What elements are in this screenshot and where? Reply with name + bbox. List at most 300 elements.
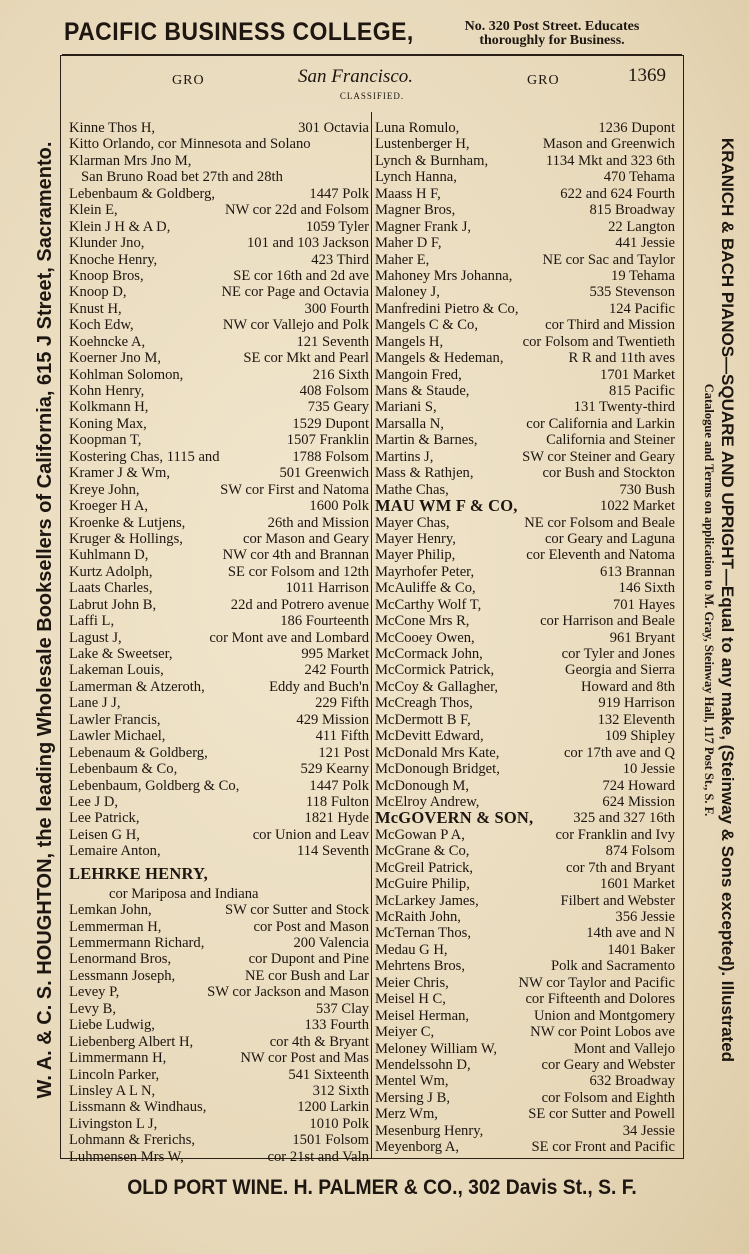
entry-name: Klein E, — [69, 202, 118, 219]
entry-address: 1022 Market — [600, 498, 675, 515]
directory-entry — [375, 1057, 675, 1073]
entry-name: McElroy Andrew, — [375, 793, 480, 810]
directory-entry — [69, 399, 369, 415]
directory-entry — [69, 580, 369, 596]
directory-entry — [375, 679, 675, 695]
entry-address: cor Geary and Webster — [541, 1056, 675, 1073]
entry-address: 730 Bush — [619, 481, 675, 498]
entry-address: 408 Folsom — [299, 383, 369, 399]
entry-name: Lee Patrick, — [69, 810, 140, 827]
directory-entry — [69, 728, 369, 744]
entry-name: Maher E, — [375, 251, 430, 268]
directory-entry — [69, 597, 369, 613]
entry-name: Laffi L, — [69, 613, 115, 630]
directory-entry — [69, 498, 369, 514]
entry-address: 186 Fourteenth — [280, 613, 369, 630]
directory-entry — [375, 745, 675, 761]
entry-name: Klein J H & A D, — [69, 218, 171, 235]
column-divider — [371, 112, 372, 1158]
entry-address: cor Post and Mason — [253, 918, 369, 935]
directory-entry — [375, 810, 675, 826]
directory-entry — [69, 482, 369, 498]
directory-entry — [375, 515, 675, 531]
entry-name: Lissmann & Windhaus, — [69, 1099, 207, 1116]
directory-entry — [69, 679, 369, 695]
entry-name: Kramer J & Wm, — [69, 465, 171, 482]
right-column — [375, 120, 675, 1156]
entry-address: 541 Sixteenth — [288, 1066, 369, 1083]
section-label-right: GRO — [527, 73, 560, 88]
directory-entry — [375, 367, 675, 383]
entry-name: Manfredini Pietro & Co, — [375, 300, 519, 317]
entry-address: 1601 Market — [600, 876, 675, 893]
directory-entry — [69, 350, 369, 366]
entry-address: 146 Sixth — [618, 580, 675, 597]
entry-name: McCoy & Gallagher, — [375, 678, 499, 695]
entry-name: Marsalla N, — [375, 415, 444, 432]
entry-name: McCreagh Thos, — [375, 695, 473, 712]
entry-address: cor Tyler and Jones — [561, 646, 675, 662]
entry-name: Lustenberger H, — [375, 136, 470, 153]
entry-name: McDonald Mrs Kate, — [375, 744, 500, 761]
entry-name: Mersing J B, — [375, 1089, 450, 1106]
entry-address: SW cor Jackson and Mason — [207, 984, 369, 1001]
page-number: 1369 — [628, 65, 666, 86]
entry-address: 22 Langton — [608, 218, 675, 235]
top-ad-line1: No. 320 Post Street. Educates — [464, 19, 640, 34]
entry-name: Levy B, — [69, 1000, 117, 1017]
entry-name: LEHRKE HENRY, — [69, 863, 208, 883]
entry-address: Union and Montgomery — [533, 1007, 675, 1024]
entry-address: 1788 Folsom — [292, 448, 369, 465]
directory-entry — [375, 449, 675, 465]
left-ad-text: W. A. & C. S. HOUGHTON, the leading Wholesale Booksellers of California, 615 J Street, Sacramento. — [34, 141, 56, 1099]
entry-address: 101 and 103 Jackson — [246, 235, 369, 252]
directory-entry — [375, 1139, 675, 1155]
directory-entry — [69, 902, 369, 918]
directory-entry — [375, 909, 675, 925]
page-subtitle: CLASSIFIED. — [339, 91, 405, 101]
entry-name: Kohlman Solomon, — [69, 366, 184, 383]
directory-entry — [69, 1099, 369, 1115]
directory-entry — [375, 860, 675, 876]
directory-entry — [375, 893, 675, 909]
directory-entry — [69, 1017, 369, 1033]
entry-address: 1501 Folsom — [292, 1132, 369, 1149]
entry-name: Lawler Michael, — [69, 728, 166, 745]
directory-entry — [69, 860, 369, 886]
entry-address: 10 Jessie — [622, 761, 675, 778]
entry-address: Mont and Vallejo — [573, 1040, 675, 1057]
entry-address: 441 Jessie — [615, 235, 675, 252]
directory-entry — [69, 334, 369, 350]
entry-address: California and Steiner — [546, 432, 675, 449]
entry-address: 535 Stevenson — [589, 284, 675, 301]
directory-entry — [69, 284, 369, 300]
entry-name: Meloney William W, — [375, 1040, 497, 1057]
directory-entry — [69, 186, 369, 202]
directory-entry — [375, 399, 675, 415]
directory-entry — [375, 843, 675, 859]
entry-address: SE cor Sutter and Powell — [528, 1106, 675, 1123]
entry-name: Kroeger H A, — [69, 498, 149, 515]
entry-address: cor 7th and Bryant — [565, 859, 675, 876]
directory-entry — [69, 120, 369, 136]
directory-entry — [375, 646, 675, 662]
entry-address: NW cor 4th and Brannan — [222, 547, 369, 564]
entry-name: Meyenborg A, — [375, 1139, 460, 1156]
entry-name: Lee J D, — [69, 793, 119, 810]
entry-address: Howard and 8th — [580, 678, 675, 695]
entry-name: McGowan P A, — [375, 826, 465, 843]
entry-name: Mahoney Mrs Johanna, — [375, 267, 513, 284]
directory-entry — [375, 465, 675, 481]
left-column — [69, 120, 369, 1165]
entry-address: 815 Broadway — [589, 202, 675, 219]
entry-name: McCormick Patrick, — [375, 662, 495, 679]
entry-address: cor Fifteenth and Dolores — [525, 991, 675, 1008]
entry-name: Leisen G H, — [69, 826, 140, 843]
entry-address: 613 Brannan — [600, 563, 675, 580]
entry-name: Lemkan John, — [69, 902, 152, 919]
entry-address: SW cor Sutter and Stock — [224, 902, 369, 919]
entry-address: Mason and Greenwich — [542, 136, 675, 153]
entry-name: Kurtz Adolph, — [69, 563, 153, 580]
entry-name: Laats Charles, — [69, 580, 153, 597]
entry-address: 34 Jessie — [622, 1122, 675, 1139]
directory-entry — [375, 975, 675, 991]
entry-address: 919 Harrison — [598, 695, 675, 712]
entry-name: Luhmensen Mrs W, — [69, 1148, 184, 1165]
entry-address: 356 Jessie — [615, 909, 675, 925]
directory-entry — [69, 695, 369, 711]
entry-name: Lynch Hanna, — [375, 169, 457, 186]
entry-address: 1236 Dupont — [598, 120, 675, 136]
entry-name: Lebenbaum & Goldberg, — [69, 185, 216, 202]
entry-address: 1447 Polk — [309, 777, 369, 794]
directory-entry — [69, 843, 369, 859]
entry-name: Lohmann & Frerichs, — [69, 1132, 196, 1149]
entry-address: R R and 11th aves — [568, 350, 675, 367]
directory-entry — [375, 235, 675, 251]
entry-name: Meiyer C, — [375, 1024, 435, 1041]
directory-entry — [69, 219, 369, 235]
directory-entry — [69, 383, 369, 399]
entry-name: Mans & Staude, — [375, 383, 470, 399]
entry-name: Lebenaum & Goldberg, — [69, 744, 208, 761]
entry-address: NW cor Post and Mas — [240, 1050, 369, 1067]
entry-address: cor Third and Mission — [545, 317, 675, 334]
entry-address: 229 Fifth — [315, 695, 369, 712]
directory-entry — [69, 827, 369, 843]
directory-entry — [69, 1067, 369, 1083]
entry-address: 121 Seventh — [296, 333, 369, 350]
entry-name: Klunder Jno, — [69, 235, 145, 252]
entry-name: Meier Chris, — [375, 974, 449, 991]
directory-entry — [69, 1034, 369, 1050]
entry-address: 622 and 624 Fourth — [560, 185, 675, 202]
entry-name: Maass H F, — [375, 185, 441, 202]
entry-address: 624 Mission — [602, 793, 675, 810]
directory-entry — [69, 1001, 369, 1017]
directory-entry — [375, 219, 675, 235]
directory-entry — [69, 1149, 369, 1165]
directory-entry — [69, 465, 369, 481]
directory-entry — [69, 984, 369, 1000]
entry-address: Filbert and Webster — [560, 892, 675, 909]
entry-address: Eddy and Buch'n — [269, 678, 369, 695]
entry-address: 1401 Baker — [607, 941, 675, 958]
entry-name: Lemmermann Richard, — [69, 935, 205, 951]
entry-address: SW cor First and Natoma — [220, 481, 369, 498]
entry-name: McCooey Owen, — [375, 629, 475, 646]
entry-address: 411 Fifth — [315, 728, 369, 745]
entry-name: Mentel Wm, — [375, 1073, 449, 1090]
right-ad-line1: KRANICH & BACH PIANOS—SQUARE AND UPRIGHT—Equal to any make, (Steinway & Sons excepted). Illustrated — [718, 137, 737, 1063]
directory-entry — [69, 919, 369, 935]
entry-name: Mathe Chas, — [375, 481, 449, 498]
entry-name: Knoop D, — [69, 284, 127, 301]
entry-address: 301 Octavia — [298, 120, 369, 136]
directory-entry — [69, 268, 369, 284]
entry-address: 1447 Polk — [309, 185, 369, 202]
entry-name: Lagust J, — [69, 629, 122, 646]
directory-entry — [69, 935, 369, 951]
entry-address: 429 Mission — [296, 711, 369, 728]
entry-name: Luna Romulo, — [375, 120, 460, 136]
entry-address: 1701 Market — [600, 366, 675, 383]
entry-address: 200 Valencia — [293, 935, 369, 951]
entry-address: cor California and Larkin — [526, 415, 675, 432]
entry-address: NW cor Vallejo and Polk — [222, 317, 369, 334]
entry-name: McDonough M, — [375, 777, 470, 794]
entry-name: Klarman Mrs Jno M, — [69, 152, 192, 169]
entry-address: 26th and Mission — [267, 514, 369, 531]
entry-address: 995 Market — [301, 646, 369, 662]
directory-entry — [375, 136, 675, 152]
directory-entry — [375, 186, 675, 202]
directory-entry — [69, 252, 369, 268]
section-label-left: GRO — [172, 73, 205, 88]
entry-name: Lemmerman H, — [69, 918, 162, 935]
directory-entry — [375, 1106, 675, 1122]
entry-address: 701 Hayes — [612, 596, 675, 613]
entry-address: cor Union and Leav — [252, 826, 369, 843]
directory-entry — [69, 449, 369, 465]
directory-entry — [69, 613, 369, 629]
entry-name: McCarthy Wolf T, — [375, 596, 482, 613]
directory-entry — [375, 942, 675, 958]
entry-name: McTernan Thos, — [375, 925, 471, 942]
entry-address: 1059 Tyler — [305, 218, 369, 235]
entry-name: Linsley A L N, — [69, 1082, 156, 1099]
entry-name: Kolkmann H, — [69, 399, 149, 416]
entry-name: Kohn Henry, — [69, 383, 145, 399]
entry-name: Lamerman & Atzeroth, — [69, 678, 205, 695]
entry-name: Maloney J, — [375, 284, 440, 301]
entry-name: Limmermann H, — [69, 1050, 167, 1067]
entry-name: Mendelssohn D, — [375, 1056, 471, 1073]
directory-entry — [69, 301, 369, 317]
directory-entry — [69, 712, 369, 728]
entry-address: SE cor 16th and 2d ave — [233, 267, 369, 284]
directory-entry — [69, 515, 369, 531]
entry-address: Polk and Sacramento — [550, 958, 675, 975]
entry-address: 242 Fourth — [304, 662, 369, 679]
entry-name: Knust H, — [69, 300, 122, 317]
entry-address: 632 Broadway — [589, 1073, 675, 1090]
directory-entry — [375, 202, 675, 218]
entry-name: Lebenbaum & Co, — [69, 761, 178, 778]
entry-name: Lynch & Burnham, — [375, 152, 489, 169]
entry-address: 131 Twenty-third — [573, 399, 675, 416]
entry-name: Meisel Herman, — [375, 1007, 470, 1024]
entry-address: SE cor Front and Pacific — [531, 1139, 675, 1156]
directory-entry — [375, 1090, 675, 1106]
entry-address: SE cor Mkt and Pearl — [243, 350, 369, 367]
entry-name: Mayer Chas, — [375, 514, 450, 531]
entry-name: Lane J J, — [69, 695, 121, 712]
entry-name: Magner Frank J, — [375, 218, 472, 235]
top-ad-line2: thoroughly for Business. — [479, 33, 625, 48]
entry-name: Lakeman Louis, — [69, 662, 164, 679]
entry-address: cor Eleventh and Natoma — [526, 547, 675, 564]
entry-address: 1600 Polk — [309, 498, 369, 515]
directory-entry — [69, 1083, 369, 1099]
entry-address: 19 Tehama — [611, 267, 675, 284]
entry-name: McCormack John, — [375, 646, 483, 662]
directory-entry — [69, 630, 369, 646]
entry-address: NW cor Taylor and Pacific — [518, 974, 675, 991]
right-ad-line2: Catalogue and Terms on application to M. Gray, Steinway Hall, 117 Post St., S. F. — [702, 383, 716, 817]
entry-name: Mangels & Hedeman, — [375, 350, 504, 367]
directory-entry — [375, 564, 675, 580]
entry-address: 961 Bryant — [609, 629, 675, 646]
directory-entry — [375, 1024, 675, 1040]
entry-address: cor Folsom and Twentieth — [522, 333, 675, 350]
directory-entry — [375, 284, 675, 300]
entry-name: Koerner Jno M, — [69, 350, 162, 367]
directory-entry — [69, 810, 369, 826]
entry-address: 1134 Mkt and 323 6th — [545, 152, 675, 169]
directory-entry — [69, 951, 369, 967]
entry-name: McRaith John, — [375, 909, 461, 925]
entry-address: 537 Clay — [315, 1000, 369, 1017]
entry-name: Mangels C & Co, — [375, 317, 478, 334]
entry-address: 1011 Harrison — [285, 580, 369, 597]
entry-name: Kroenke & Lutjens, — [69, 514, 186, 531]
entry-address: cor Mason and Geary — [242, 530, 369, 547]
directory-entry — [69, 745, 369, 761]
page-header — [62, 60, 682, 106]
directory-entry — [375, 301, 675, 317]
directory-entry — [69, 202, 369, 218]
directory-entry — [375, 252, 675, 268]
entry-address: 1821 Hyde — [304, 810, 369, 827]
entry-address: NE cor Folsom and Beale — [524, 514, 675, 531]
entry-name: Koning Max, — [69, 415, 147, 432]
entry-name: Lake & Sweetser, — [69, 646, 173, 662]
entry-name: cor Mariposa and Indiana — [109, 885, 259, 902]
entry-name: McAuliffe & Co, — [375, 580, 476, 597]
entry-address: 724 Howard — [602, 777, 675, 794]
entry-name: Mariani S, — [375, 399, 437, 416]
directory-entry — [375, 1073, 675, 1089]
entry-name: Knoop Bros, — [69, 267, 144, 284]
directory-entry — [69, 169, 369, 185]
directory-entry — [69, 662, 369, 678]
entry-name: Mesenburg Henry, — [375, 1122, 484, 1139]
entry-name: Kitto Orlando, cor Minnesota and Solano — [69, 136, 311, 153]
entry-address: NW cor 22d and Folsom — [224, 202, 369, 219]
entry-name: Koopman T, — [69, 432, 142, 449]
directory-entry — [375, 1008, 675, 1024]
entry-name: Maher D F, — [375, 235, 442, 252]
top-ad-detail — [422, 20, 682, 48]
page-title: San Francisco. — [298, 66, 414, 87]
entry-name: Lebenbaum, Goldberg & Co, — [69, 777, 240, 794]
entry-name: Meisel H C, — [375, 991, 446, 1008]
entry-name: Livingston L J, — [69, 1115, 158, 1132]
directory-entry — [375, 268, 675, 284]
directory-entry — [69, 646, 369, 662]
entry-address: 121 Post — [318, 744, 369, 761]
entry-name: Koehncke A, — [69, 333, 146, 350]
entry-address: 423 Third — [311, 251, 369, 268]
directory-entry — [69, 778, 369, 794]
entry-address: cor Harrison and Beale — [540, 613, 675, 630]
entry-address: 118 Fulton — [305, 793, 369, 810]
entry-name: Koch Edw, — [69, 317, 134, 334]
directory-entry — [69, 235, 369, 251]
entry-name: Lincoln Parker, — [69, 1066, 160, 1083]
entry-name: Levey P, — [69, 984, 120, 1001]
entry-name: McCone Mrs R, — [375, 613, 470, 630]
entry-name: Mayer Philip, — [375, 547, 456, 564]
entry-address: 1010 Polk — [309, 1115, 369, 1132]
directory-entry — [375, 778, 675, 794]
directory-entry — [375, 383, 675, 399]
entry-name: McDermott B F, — [375, 711, 471, 728]
directory-entry — [375, 498, 675, 514]
entry-address: cor 17th ave and Q — [563, 744, 675, 761]
entry-name: Mehrtens Bros, — [375, 958, 465, 975]
entry-name: Kuhlmann D, — [69, 547, 149, 564]
directory-entry — [69, 531, 369, 547]
entry-name: Kostering Chas, 1115 and — [69, 448, 220, 465]
entry-address: 501 Greenwich — [279, 465, 369, 482]
entry-address: cor 21st and Valn — [267, 1148, 369, 1165]
entry-address: 14th ave and N — [586, 925, 675, 942]
entry-name: Knoche Henry, — [69, 251, 158, 268]
directory-entry — [69, 1050, 369, 1066]
directory-entry — [375, 876, 675, 892]
directory-entry — [69, 317, 369, 333]
directory-entry — [375, 827, 675, 843]
entry-address: cor Geary and Laguna — [544, 530, 675, 547]
directory-entry — [375, 630, 675, 646]
entry-name: Lawler Francis, — [69, 711, 161, 728]
entry-name: MAU WM F & CO, — [375, 496, 518, 516]
entry-name: Liebenberg Albert H, — [69, 1033, 194, 1050]
directory-entry — [375, 317, 675, 333]
directory-entry — [375, 580, 675, 596]
directory-entry — [69, 153, 369, 169]
entry-address: 132 Eleventh — [597, 711, 675, 728]
entry-address: 1529 Dupont — [292, 415, 369, 432]
entry-address: 109 Shipley — [604, 728, 675, 745]
bottom-advertisement: OLD PORT WINE. H. PALMER & CO., 302 Davis St., S. F. — [127, 1176, 637, 1199]
